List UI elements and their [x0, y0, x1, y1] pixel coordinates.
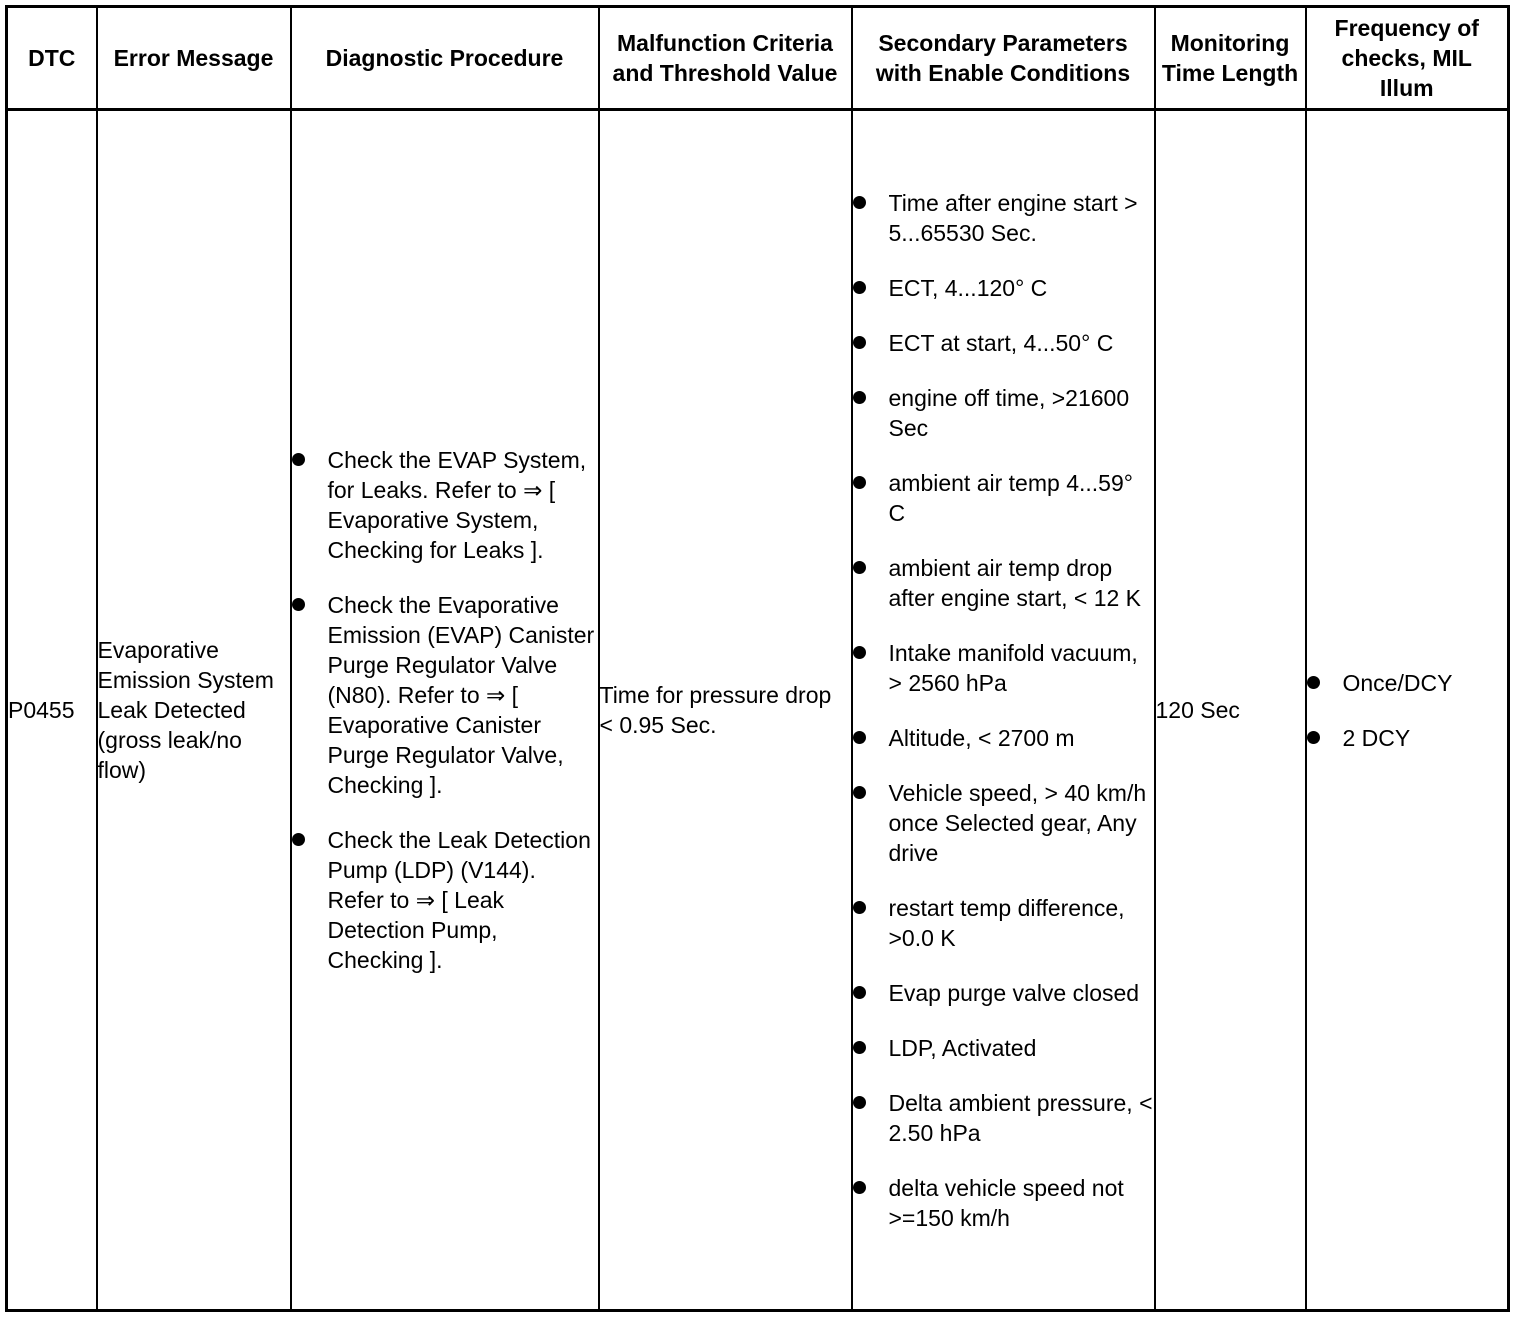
bullet-icon [853, 786, 866, 799]
bullet-icon [853, 1181, 866, 1194]
parameter-text: Vehicle speed, > 40 km/h once Selected gear, Any drive [888, 779, 1147, 866]
list-item [853, 1033, 1154, 1063]
bullet-icon [292, 453, 305, 466]
header-error-message: Error Message [97, 7, 291, 110]
bullet-icon [853, 281, 866, 294]
procedure-step: Check the Leak Detection Pump (LDP) (V144). Refer to ⇒ [ Leak Detection Pump, Checking ]. [327, 827, 591, 973]
parameter-text: ECT, 4...120° C [888, 274, 1048, 301]
parameter-text: Altitude, < 2700 m [888, 724, 1075, 751]
list-item [853, 778, 1154, 868]
secondary-parameters [852, 110, 1155, 1311]
bullet-icon [1307, 676, 1320, 689]
parameters-list [853, 188, 1154, 1233]
parameter-text: delta vehicle speed not >=150 km/h [888, 1174, 1124, 1231]
bullet-icon [853, 1096, 866, 1109]
parameter-text: ECT at start, 4...50° C [888, 329, 1114, 356]
list-item [853, 1088, 1154, 1148]
parameter-text: engine off time, >21600 Sec [888, 384, 1130, 441]
frequency-text: Once/DCY [1342, 669, 1453, 696]
parameter-text: Delta ambient pressure, < 2.50 hPa [888, 1089, 1153, 1146]
bullet-icon [853, 196, 866, 209]
parameter-text: ambient air temp 4...59° C [888, 469, 1133, 526]
diagnostic-procedure [291, 110, 599, 1311]
procedure-step: Check the Evaporative Emission (EVAP) Canister Purge Regulator Valve (N80). Refer to ⇒ [ Evaporative Canister Purge Regulator Valve, Checking ]. [327, 592, 595, 798]
parameter-text: restart temp difference, >0.0 K [888, 894, 1125, 951]
bullet-icon [292, 598, 305, 611]
list-item [853, 328, 1154, 358]
table-row [7, 110, 1509, 1311]
monitoring-time: 120 Sec [1155, 110, 1306, 1311]
list-item [853, 723, 1154, 753]
bullet-icon [853, 646, 866, 659]
bullet-icon [292, 833, 305, 846]
bullet-icon [853, 476, 866, 489]
list-item [1307, 723, 1508, 753]
list-item [853, 1173, 1154, 1233]
dtc-table [5, 5, 1510, 1312]
frequency-text: 2 DCY [1342, 724, 1411, 751]
list-item [292, 445, 598, 565]
list-item [853, 553, 1154, 613]
list-item [853, 638, 1154, 698]
list-item [853, 978, 1154, 1008]
header-malfunction-criteria: Malfunction Criteria and Threshold Value [599, 7, 852, 110]
list-item [853, 893, 1154, 953]
bullet-icon [853, 336, 866, 349]
header-frequency: Frequency of checks, MIL Illum [1306, 7, 1509, 110]
list-item [1307, 668, 1508, 698]
bullet-icon [853, 391, 866, 404]
bullet-icon [853, 986, 866, 999]
header-diagnostic-procedure: Diagnostic Procedure [291, 7, 599, 110]
parameter-text: LDP, Activated [888, 1034, 1037, 1061]
parameter-text: Intake manifold vacuum, > 2560 hPa [888, 639, 1138, 696]
header-row [7, 7, 1509, 110]
header-monitoring-time: Monitoring Time Length [1155, 7, 1306, 110]
list-item [853, 383, 1154, 443]
error-message: Evaporative Emission System Leak Detected (gross leak/no flow) [97, 110, 291, 1311]
parameter-text: Time after engine start > 5...65530 Sec. [888, 189, 1138, 246]
bullet-icon [853, 1041, 866, 1054]
list-item [292, 825, 598, 975]
header-dtc: DTC [7, 7, 97, 110]
header-secondary-parameters: Secondary Parameters with Enable Conditions [852, 7, 1155, 110]
list-item [292, 590, 598, 800]
parameter-text: Evap purge valve closed [888, 979, 1140, 1006]
list-item [853, 273, 1154, 303]
bullet-icon [853, 731, 866, 744]
procedure-list [292, 445, 598, 975]
bullet-icon [853, 561, 866, 574]
frequency-list [1307, 668, 1508, 753]
parameter-text: ambient air temp drop after engine start, < 12 K [888, 554, 1142, 611]
list-item [853, 188, 1154, 248]
list-item [853, 468, 1154, 528]
malfunction-criteria: Time for pressure drop < 0.95 Sec. [599, 110, 852, 1311]
frequency [1306, 110, 1509, 1311]
dtc-code: P0455 [7, 110, 97, 1311]
bullet-icon [853, 901, 866, 914]
bullet-icon [1307, 731, 1320, 744]
procedure-step: Check the EVAP System, for Leaks. Refer to ⇒ [ Evaporative System, Checking for Leaks ]. [327, 447, 587, 563]
